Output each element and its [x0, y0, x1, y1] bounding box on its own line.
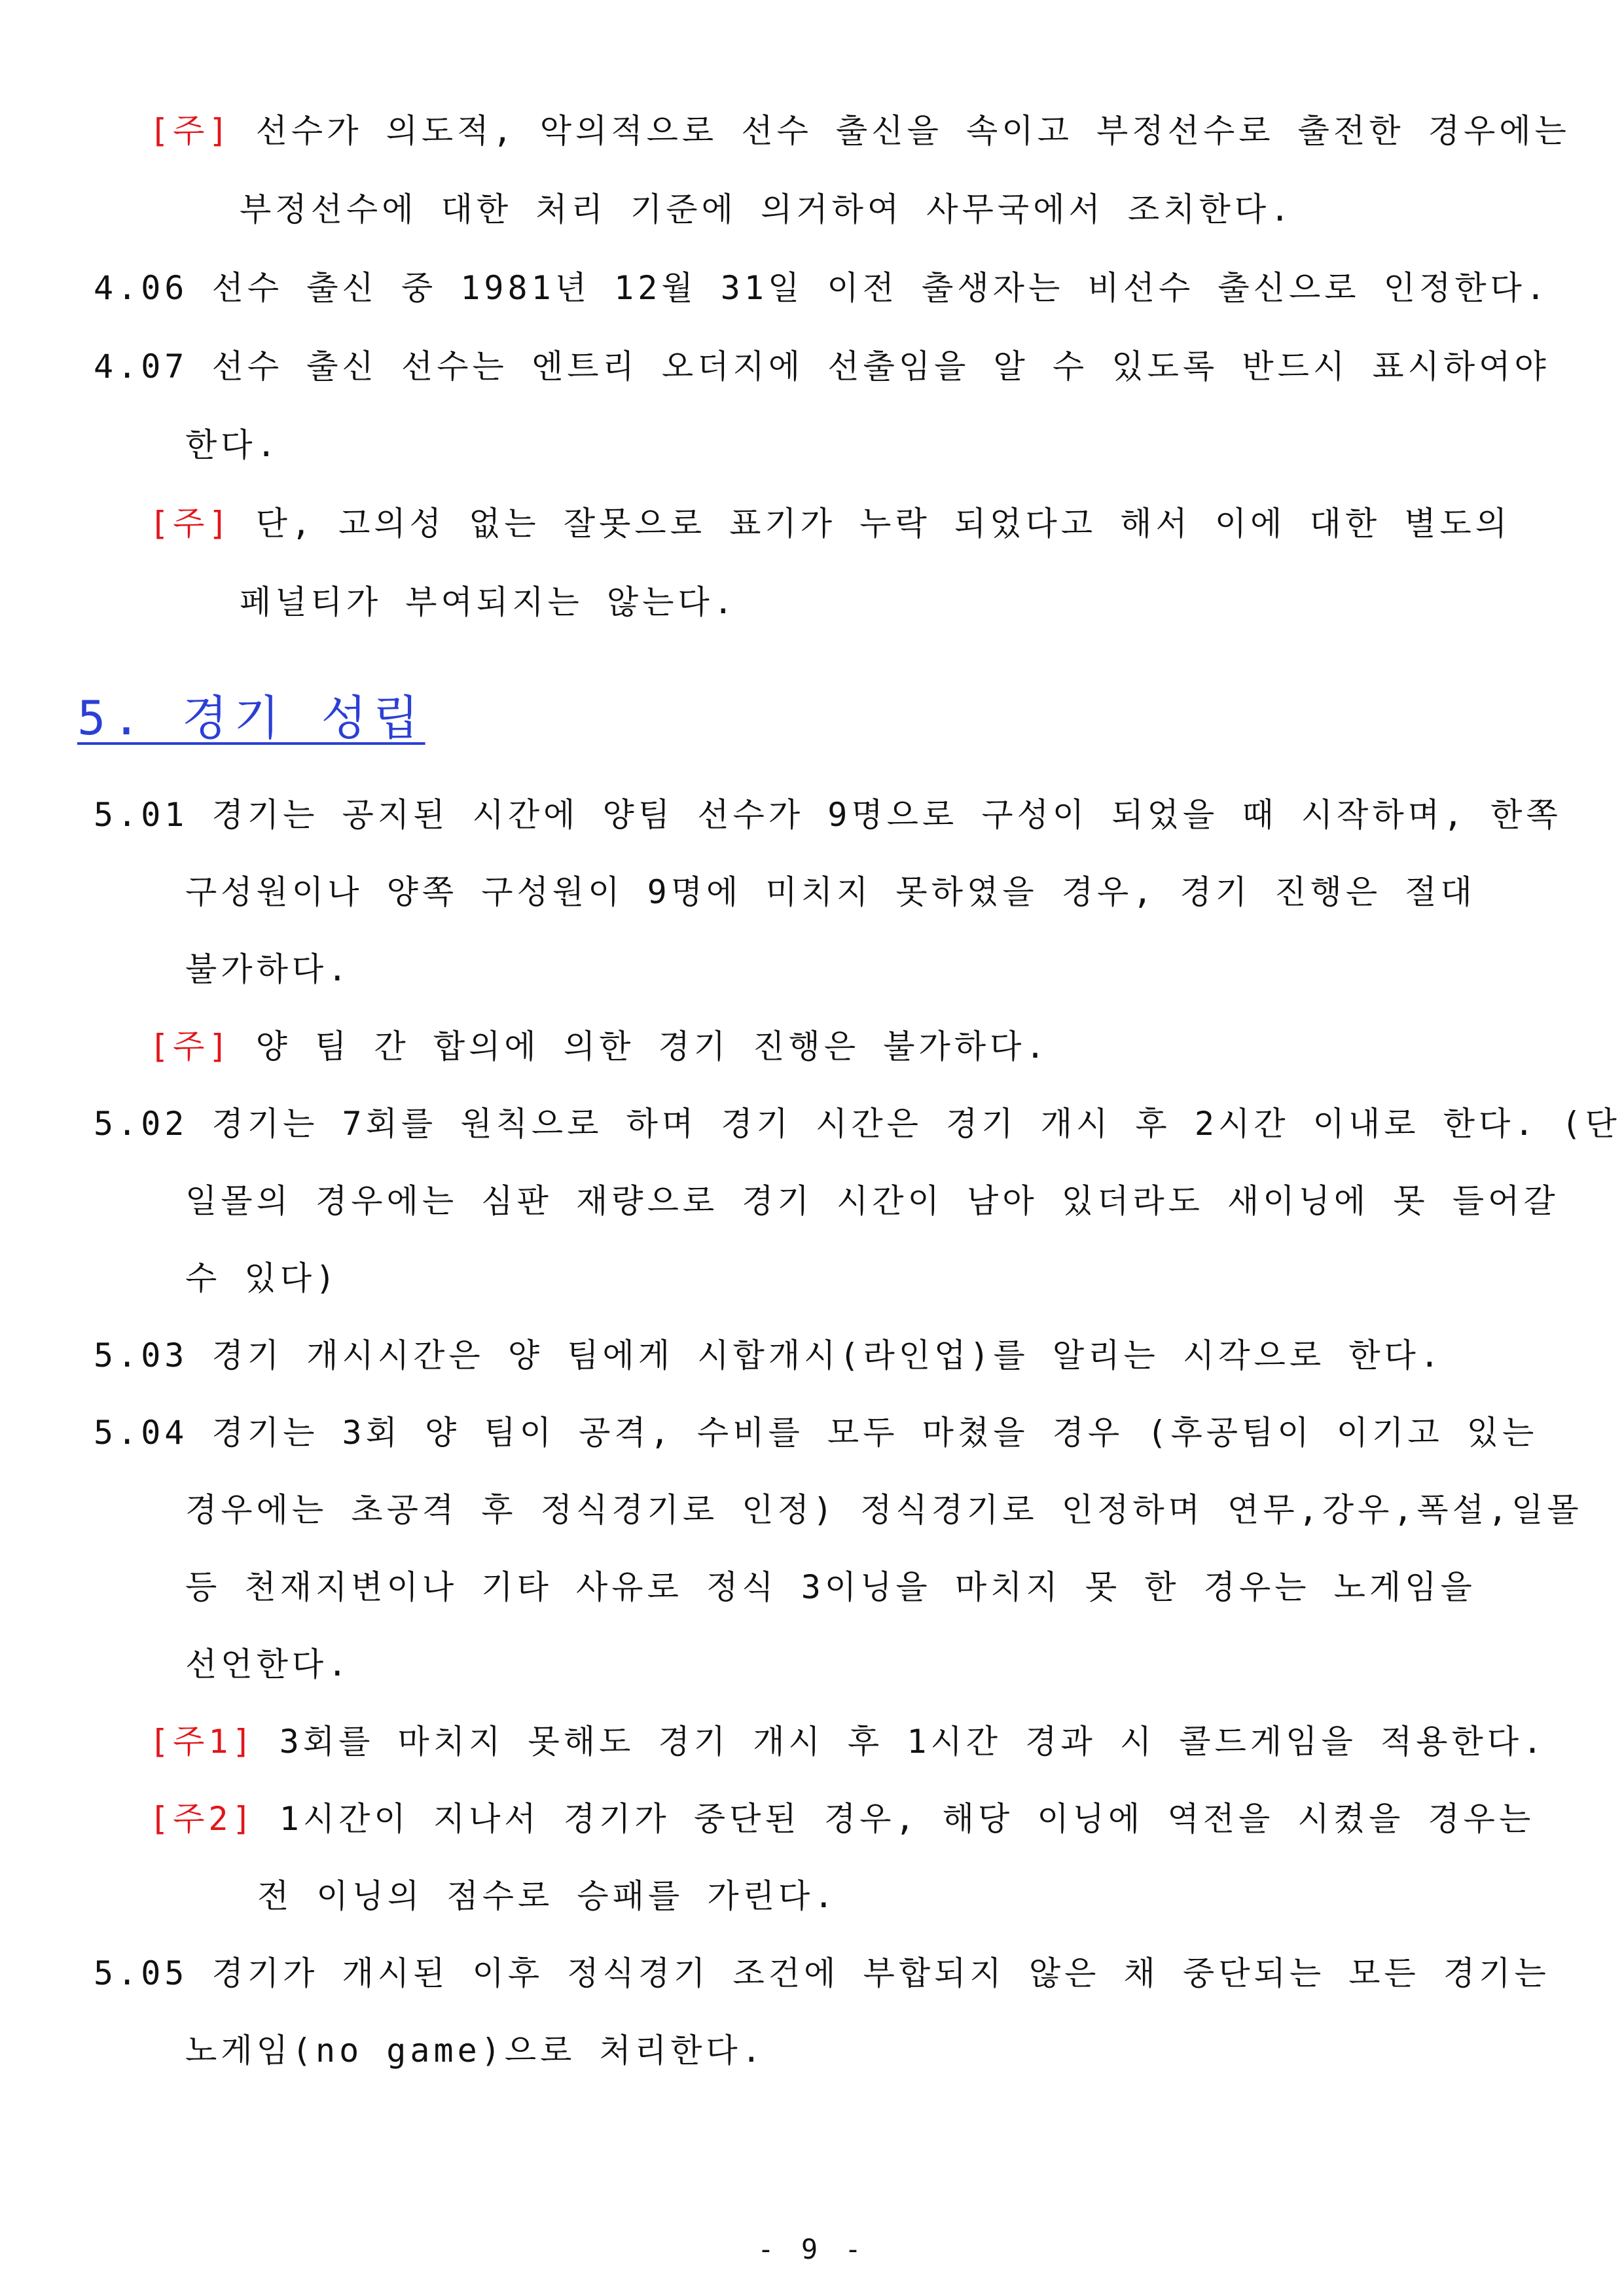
rule-5-05-line-2: 노게임(no game)으로 처리한다.: [185, 2032, 765, 2070]
rule-5-02-line-2: 일몰의 경우에는 심판 재량으로 경기 시간이 남아 있더라도 새이닝에 못 들어갈: [185, 1182, 1559, 1220]
note-5-04-2-line-2: 전 이닝의 점수로 승패를 가린다.: [257, 1877, 838, 1915]
rule-5-05-line-1: 5.05 경기가 개시된 이후 정식경기 조건에 부합되지 않은 채 중단되는 모든 경기는: [94, 1954, 1550, 1992]
page-number: - 9 -: [757, 2233, 867, 2265]
rule-5-04-line-3: 등 천재지변이나 기타 사유로 정식 3이닝을 마치지 못 한 경우는 노게임을: [185, 1568, 1476, 1606]
rule-5-02-line-1: 5.02 경기는 7회를 원칙으로 하며 경기 시간은 경기 개시 후 2시간 이내로 한다. (단: [94, 1105, 1621, 1143]
note-text: 선수가 의도적, 악의적으로 선수 출신을 속이고 부정선수로 출전한 경우에는: [255, 112, 1570, 150]
note-tag: [주]: [149, 505, 232, 543]
note-5-04-1: [149, 1722, 1546, 1761]
rule-5-02-line-3: 수 있다): [185, 1259, 340, 1297]
note-5-01: [149, 1027, 1049, 1066]
note-text: 양 팀 간 합의에 의한 경기 진행은 불가하다.: [255, 1028, 1049, 1066]
rule-4-06: 4.06 선수 출신 중 1981년 12월 31일 이전 출생자는 비선수 출신으로 인정한다.: [94, 269, 1549, 307]
note-tag: [주2]: [149, 1800, 256, 1838]
note-tag: [주]: [149, 112, 232, 150]
rule-5-01-line-2: 구성원이나 양쪽 구성원이 9명에 미치지 못하였을 경우, 경기 진행은 절대: [185, 873, 1476, 911]
note-4-07-line-1: [149, 504, 1511, 543]
rule-4-07-line-1: 4.07 선수 출신 선수는 엔트리 오더지에 선출임을 알 수 있도록 반드시 표시하여야: [94, 348, 1550, 386]
note-4-05-line-2: 부정선수에 대한 처리 기준에 의거하여 사무국에서 조치한다.: [240, 190, 1294, 228]
note-text: 3회를 마치지 못해도 경기 개시 후 1시간 경과 시 콜드게임을 적용한다.: [279, 1723, 1547, 1761]
note-tag: [주1]: [149, 1723, 256, 1761]
note-text: 1시간이 지나서 경기가 중단된 경우, 해당 이닝에 역전을 시켰을 경우는: [279, 1800, 1535, 1838]
rule-5-04-line-4: 선언한다.: [185, 1645, 352, 1683]
rule-5-03: 5.03 경기 개시시간은 양 팀에게 시합개시(라인업)를 알리는 시각으로 한다.: [94, 1336, 1443, 1374]
section-heading: 5. 경기 성립: [77, 691, 425, 745]
rule-4-07-line-2: 한다.: [185, 426, 280, 464]
note-5-04-2-line-1: [149, 1799, 1534, 1839]
note-4-07-line-2: 페널티가 부여되지는 않는다.: [240, 583, 737, 621]
rule-5-01-line-1: 5.01 경기는 공지된 시간에 양팀 선수가 9명으로 구성이 되었을 때 시작하며, 한쪽: [94, 796, 1562, 834]
note-tag: [주]: [149, 1028, 232, 1066]
note-4-05-line-1: [149, 111, 1570, 151]
rule-5-01-line-3: 불가하다.: [185, 950, 352, 988]
rule-5-04-line-1: 5.04 경기는 3회 양 팀이 공격, 수비를 모두 마쳤을 경우 (후공팀이 이기고 있는: [94, 1414, 1538, 1452]
rule-5-04-line-2: 경우에는 초공격 후 정식경기로 인정) 정식경기로 인정하며 연무,강우,폭설,일몰: [185, 1491, 1583, 1529]
note-text: 단, 고의성 없는 잘못으로 표기가 누락 되었다고 해서 이에 대한 별도의: [255, 505, 1511, 543]
